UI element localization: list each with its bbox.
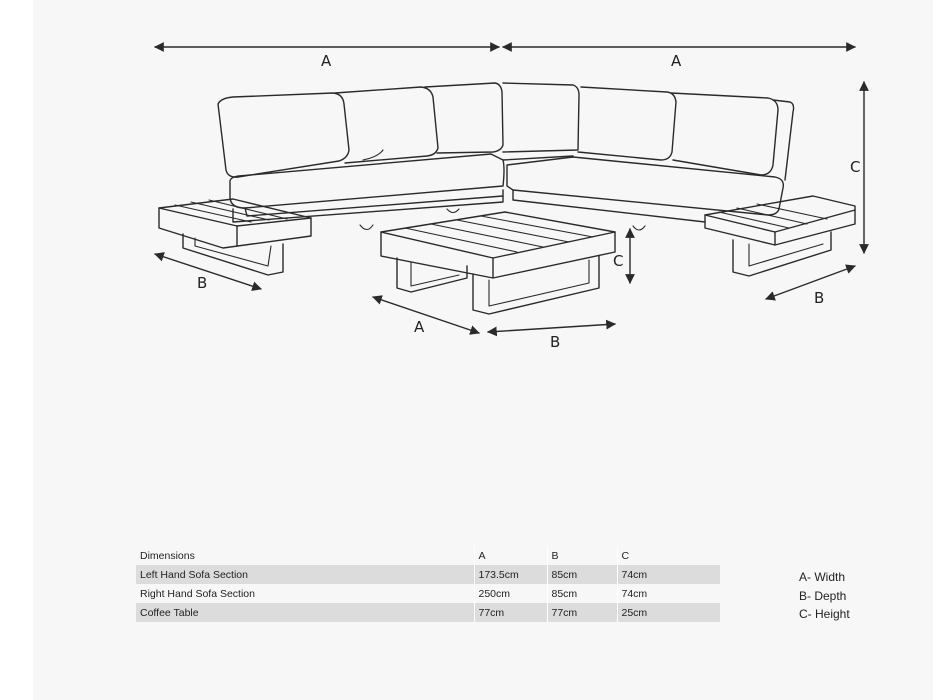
table-depth-label: B	[550, 333, 561, 351]
table-width-arrow	[373, 297, 479, 333]
cell-a: 250cm	[474, 584, 547, 603]
depth-label-right: B	[814, 289, 825, 307]
cell-c: 25cm	[617, 603, 720, 622]
legend-depth: B- Depth	[799, 588, 847, 603]
width-label-right: A	[671, 52, 682, 70]
left-sofa-section	[159, 83, 504, 275]
depth-label-left: B	[197, 274, 208, 292]
legend-width: A- Width	[799, 570, 846, 584]
cell-a: 77cm	[474, 603, 547, 622]
cell-a: 173.5cm	[474, 565, 547, 584]
row-label: Right Hand Sofa Section	[136, 584, 474, 603]
header-c: C	[621, 549, 630, 562]
table-depth-arrow	[488, 324, 615, 332]
row-label: Coffee Table	[136, 603, 474, 622]
right-sofa-section	[503, 83, 855, 276]
table-header-row	[136, 546, 720, 565]
cell-b: 85cm	[547, 565, 617, 584]
cell-c: 74cm	[617, 565, 720, 584]
cell-b: 85cm	[547, 584, 617, 603]
cell-b: 77cm	[547, 603, 617, 622]
width-label-left: A	[321, 52, 332, 70]
diagram-canvas	[33, 0, 933, 700]
legend-height: C- Height	[799, 607, 850, 621]
header-b: B	[547, 546, 617, 565]
table-row	[136, 603, 720, 622]
table-row	[136, 584, 720, 603]
depth-arrow-right	[766, 266, 855, 299]
height-label: C	[850, 158, 861, 176]
header-a: A	[474, 546, 547, 565]
table-row	[136, 565, 720, 584]
table-height-label: C	[613, 252, 624, 270]
header-dimensions: Dimensions	[136, 546, 474, 565]
coffee-table	[381, 212, 615, 314]
dimension-legend	[799, 568, 850, 624]
cell-c: 74cm	[621, 587, 648, 600]
row-label: Left Hand Sofa Section	[136, 565, 474, 584]
table-width-label: A	[414, 318, 425, 336]
dimensions-table	[136, 546, 720, 622]
